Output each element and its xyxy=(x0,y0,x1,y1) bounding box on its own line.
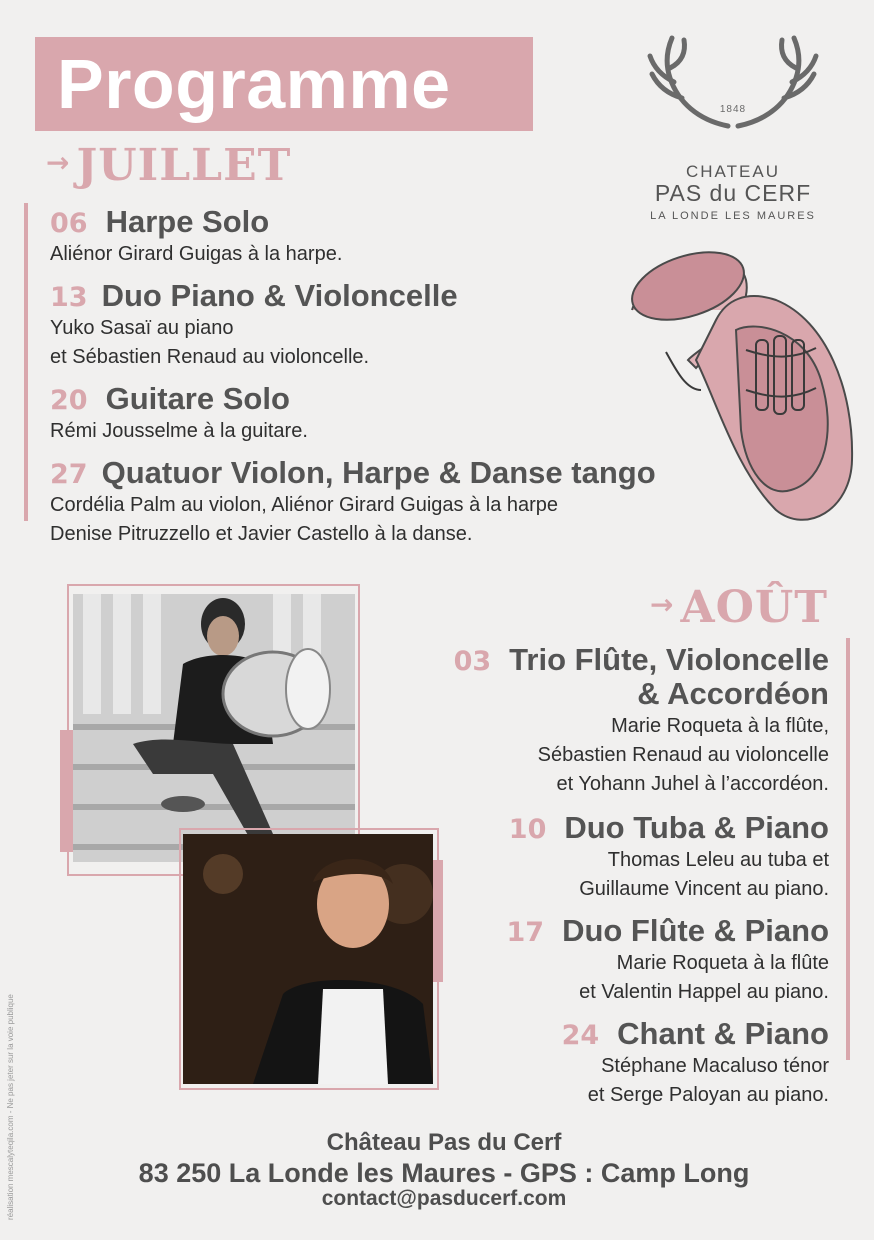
event-desc-line: et Yohann Juhel à l’accordéon. xyxy=(556,773,829,795)
event-juillet-13 xyxy=(50,278,458,372)
event-juillet-06 xyxy=(50,204,342,269)
event-desc-line: Denise Pitruzzello et Javier Castello à la danse. xyxy=(50,523,473,545)
event-title: Harpe Solo xyxy=(105,204,270,239)
chateau-logo xyxy=(628,30,838,230)
footer-email-link[interactable]: contact@pasducerf.com xyxy=(321,1187,567,1210)
month-label: AOÛT xyxy=(680,582,829,633)
logo-line-chateau: CHATEAU xyxy=(686,162,780,181)
programme-title-box xyxy=(35,37,533,131)
event-desc-line: Sébastien Renaud au violoncelle xyxy=(537,744,829,766)
month-label: JUILLET xyxy=(76,140,292,191)
month-juillet-heading xyxy=(46,140,291,191)
event-desc-line: Stéphane Macaluso ténor xyxy=(601,1055,829,1077)
event-title: Trio Flûte, Violoncelle xyxy=(509,642,829,677)
event-title-cont: & Accordéon xyxy=(637,676,829,711)
logo-line-location: LA LONDE LES MAURES xyxy=(650,210,816,222)
page-title: Programme xyxy=(57,45,451,123)
event-day: 10 xyxy=(508,814,547,845)
event-day: 20 xyxy=(50,385,88,416)
event-desc-line: Cordélia Palm au violon, Aliénor Girard Guigas à la harpe xyxy=(50,494,559,516)
tuba-illustration xyxy=(626,240,858,530)
event-aout-17 xyxy=(506,913,829,1007)
event-desc-line: Guillaume Vincent au piano. xyxy=(579,878,829,900)
arrow-right-icon: → xyxy=(650,588,675,621)
event-day: 17 xyxy=(506,917,545,948)
event-desc-line: et Sébastien Renaud au violoncelle. xyxy=(50,346,370,368)
event-day: 24 xyxy=(561,1020,600,1051)
photo-pianist xyxy=(183,834,433,1084)
footer-venue-name: Château Pas du Cerf xyxy=(326,1129,562,1156)
event-juillet-27 xyxy=(50,455,656,549)
logo-line-name: PAS du CERF xyxy=(654,180,812,206)
photo1-accent-tab xyxy=(60,730,74,852)
juillet-divider-line xyxy=(24,203,28,521)
aout-divider-line xyxy=(846,638,850,1060)
event-aout-10 xyxy=(509,810,829,904)
event-desc-line: Marie Roqueta à la flûte, xyxy=(611,715,829,737)
event-title: Chant & Piano xyxy=(617,1016,829,1051)
legal-side-note: réalisation mescalyteqila.com - Ne pas jeter sur la voie publique xyxy=(6,994,15,1220)
event-day: 13 xyxy=(50,282,88,313)
antlers-icon xyxy=(638,30,828,130)
event-title: Guitare Solo xyxy=(105,381,290,416)
event-juillet-20 xyxy=(50,381,308,446)
event-aout-24 xyxy=(562,1016,829,1110)
event-desc-line: et Valentin Happel au piano. xyxy=(579,981,829,1003)
event-day: 03 xyxy=(453,646,492,677)
event-title: Duo Tuba & Piano xyxy=(564,810,829,845)
event-desc-line: Rémi Jousselme à la guitare. xyxy=(50,420,308,442)
event-title: Duo Flûte & Piano xyxy=(562,913,829,948)
event-aout-03 xyxy=(454,642,829,799)
event-desc-line: et Serge Paloyan au piano. xyxy=(587,1084,829,1106)
month-aout-heading xyxy=(650,582,828,633)
photo-pianist-image xyxy=(183,834,433,1084)
event-desc-line: Marie Roqueta à la flûte xyxy=(616,952,829,974)
event-day: 06 xyxy=(50,208,88,239)
photo-tuba-player xyxy=(73,594,355,862)
photo-tuba-player-image xyxy=(73,594,355,862)
event-day: 27 xyxy=(50,459,88,490)
event-desc-line: Aliénor Girard Guigas à la harpe. xyxy=(50,243,343,265)
event-desc-line: Thomas Leleu au tuba et xyxy=(607,849,829,871)
arrow-right-icon: → xyxy=(46,146,71,179)
event-title: Quatuor Violon, Harpe & Danse tango xyxy=(101,455,656,490)
event-desc-line: Yuko Sasaï au piano xyxy=(50,317,234,339)
event-title: Duo Piano & Violoncelle xyxy=(101,278,458,313)
footer-address: 83 250 La Londe les Maures - GPS : Camp Long xyxy=(138,1158,750,1188)
logo-year: 1848 xyxy=(719,104,747,115)
